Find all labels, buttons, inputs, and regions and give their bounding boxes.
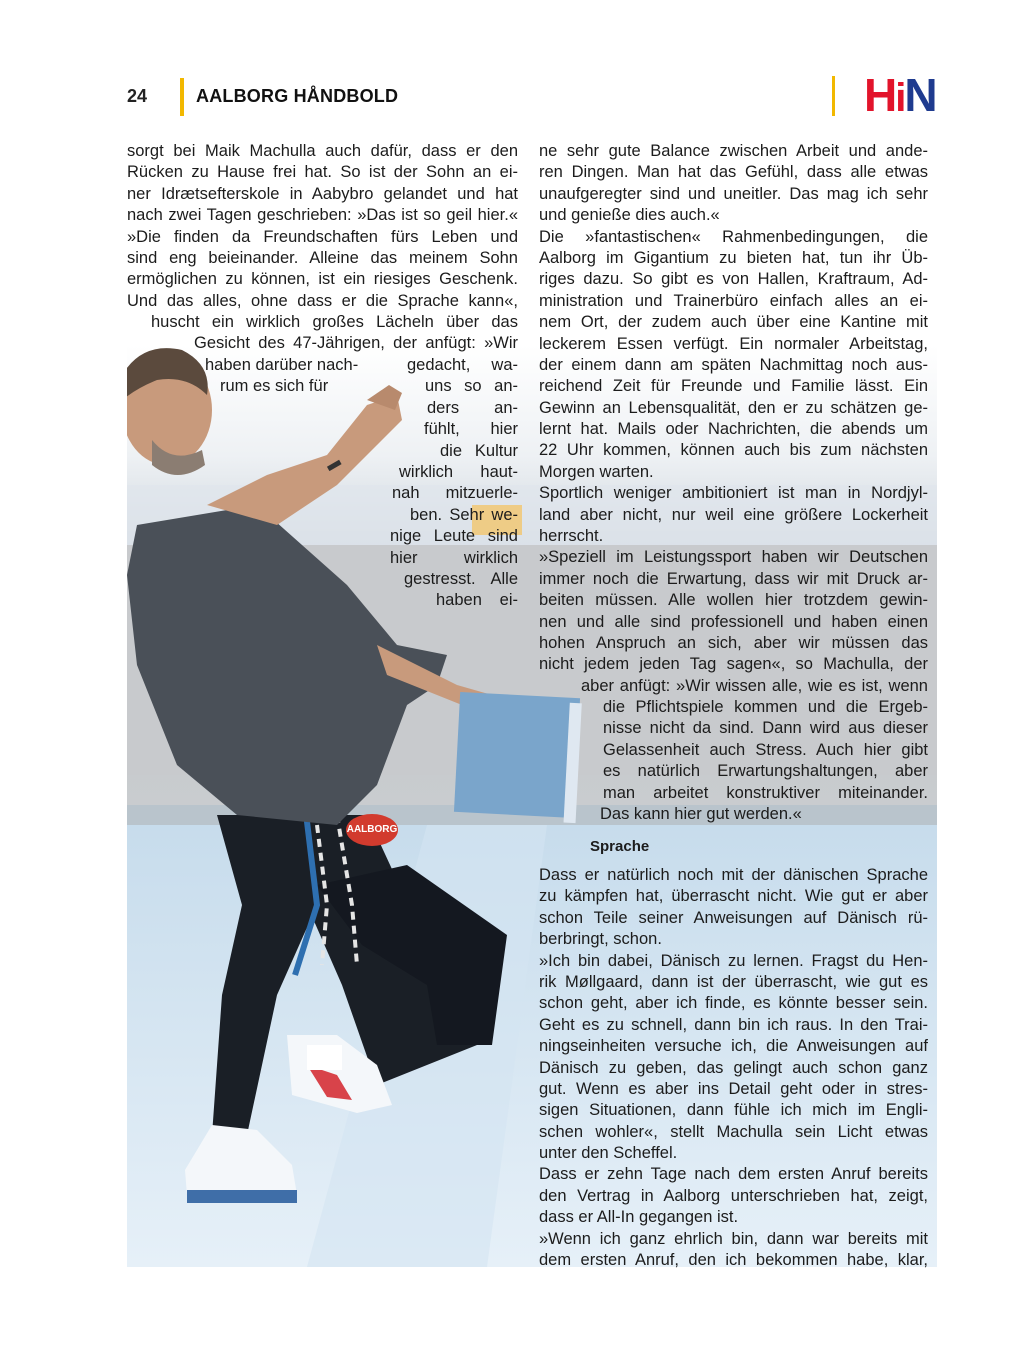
- text-line: Morgen warten.: [539, 462, 654, 481]
- left-column-wrap-b-lines: [380, 355, 518, 612]
- text-line: aber anfügt: »Wir wissen alle, wie es ist, wenn: [581, 677, 928, 695]
- text-line: unter den Scheffel.: [539, 1144, 678, 1163]
- section-title: AALBORG HÅNDBOLD: [196, 86, 399, 106]
- text-line: 22 Uhr kommen, können auch bis zum nächsten: [539, 441, 928, 460]
- text-line: »Die finden da Freundschaften fürs Leben und: [127, 227, 518, 246]
- text-line: haben ei-: [436, 591, 518, 610]
- text-line: rik Møllgaard, dann ist der überrascht, wie gut es: [539, 972, 928, 991]
- text-line: nah mitzuerle-: [392, 484, 518, 503]
- text-line: uns so an-: [425, 377, 518, 396]
- text-line: sind eng beieinander. Alleine das meinem Sohn: [127, 248, 518, 267]
- text-line: hohen Anspruch an sich, aber wir müssen das: [539, 633, 928, 652]
- text-line: wirklich haut-: [399, 462, 518, 481]
- text-line: gestresst. Alle: [404, 569, 518, 588]
- text-line: ner Idrætsefterskole in Aabybro gelandet und hat: [127, 184, 518, 203]
- text-line: sigen Situationen, dann fühle ich mich im Engli-: [539, 1101, 928, 1120]
- text-line: fühlt, hier: [424, 420, 518, 439]
- text-line: Aalborg im Gigantium zu bieten hat, tun ihr Üb-: [539, 248, 928, 267]
- logo-divider: [832, 76, 835, 116]
- text-line: gut. Wenn es aber ins Detail geht oder in stres-: [539, 1079, 928, 1098]
- text-line: »Wenn ich ganz ehrlich bin, dann war bereits mit: [539, 1229, 928, 1248]
- text-line: ders an-: [427, 398, 518, 417]
- text-line: Gesicht des 47-Jährigen, der anfügt: »Wir: [194, 334, 518, 352]
- text-line: Die »fantastischen« Rahmenbedingungen, die: [539, 227, 928, 246]
- text-line: die Pflichtspiele kommen und die Ergeb-: [603, 698, 928, 716]
- text-line: dem ersten Anruf, den ich bekommen habe, klar,: [539, 1251, 928, 1270]
- right-column-text: [539, 141, 928, 676]
- right-column-anfuegt: [581, 676, 928, 697]
- text-line: hier wirklich: [390, 548, 518, 567]
- text-line: ningseinheiten versuche ich, die Anweisungen auf: [539, 1037, 928, 1056]
- text-line: Das kann hier gut werden.«: [600, 805, 802, 823]
- subheading-sprache: Sprache: [590, 838, 650, 855]
- text-line: Und das alles, ohne dass er die Sprache kann«,: [127, 291, 518, 310]
- text-line: ermöglichen zu können, ist ein riesiges Geschenk.: [127, 270, 518, 289]
- hin-logo: HiN: [864, 69, 936, 121]
- page-number: 24: [127, 86, 148, 106]
- text-line: nach zwei Tagen geschrieben: »Das ist so geil hier.«: [127, 206, 518, 225]
- text-line: ben. Sehr we-: [410, 505, 518, 524]
- text-line: reichend Zeit für Freunde und Familie lässt. Ein: [539, 377, 928, 396]
- text-line: schon geht, aber ich finde, es könnte besser sein.: [539, 994, 928, 1013]
- text-line: »Ich bin dabei, Dänisch zu lernen. Fragst du Hen-: [539, 951, 928, 970]
- text-line: es natürlich Erwartungshaltungen, aber: [603, 762, 928, 781]
- shirt-badge: AALBORG: [346, 824, 398, 835]
- text-line: Gelassenheit auch Stress. Auch hier gibt: [603, 740, 928, 759]
- left-column-text: [127, 141, 518, 312]
- left-column-text-wrap-2: [194, 333, 518, 354]
- text-line: huscht ein wirklich großes Lächeln über das: [151, 313, 518, 331]
- text-line: lernt hat. Mails oder Nachrichten, die abends um: [539, 420, 928, 439]
- text-line: sorgt bei Maik Machulla auch dafür, dass er den: [127, 142, 518, 160]
- text-line: schon Teile seiner Anweisungen auf Dänisch rü-: [539, 908, 928, 927]
- right-column-indent-last: [600, 804, 928, 825]
- text-line: nige Leute sind: [390, 527, 518, 546]
- text-line: Geht es zu schnell, dann bin ich raus. In den Trai-: [539, 1015, 928, 1034]
- text-line: rum es sich für: [220, 377, 329, 396]
- text-line: ministration und Trainerbüro einfach alles an ei-: [539, 291, 928, 310]
- text-line: Dänisch zu geben, das gelingt auch schon ganz: [539, 1058, 928, 1077]
- left-column-text-wrap-1: [151, 312, 518, 333]
- text-line: die Kultur: [440, 441, 518, 460]
- text-line: land aber nicht, nur weil eine größere Lockerheit: [539, 505, 928, 524]
- text-line: und genieße dies auch.«: [539, 206, 720, 225]
- text-line: berbringt, schon.: [539, 930, 662, 949]
- right-column-indent-text: [603, 697, 928, 804]
- text-line: man arbeitet konstruktiver miteinander.: [603, 783, 928, 802]
- text-line: haben darüber nach-: [205, 356, 359, 374]
- header-divider: [180, 78, 184, 116]
- text-line: Dass er natürlich noch mit der dänischen Sprache: [539, 866, 928, 884]
- left-column-wrap-a: [205, 355, 375, 398]
- text-line: zu kämpfen hat, überrascht nicht. Wie gut er aber: [539, 887, 928, 906]
- text-line: der einem dann am späten Nachmittag noch aus-: [539, 355, 928, 374]
- text-line: nem Ort, der zudem auch über eine Kantine mit: [539, 313, 928, 332]
- text-line: leckerem Essen verfügt. Ein normaler Arbeitstag,: [539, 334, 928, 353]
- text-line: nen und alle sind professionell und haben einen: [539, 612, 928, 631]
- text-line: herrscht.: [539, 527, 604, 546]
- text-line: immer noch die Erwartung, dass wir mit Druck ar-: [539, 569, 928, 588]
- text-line: ren Dingen. Man hat das Gefühl, dass alle etwas: [539, 163, 928, 182]
- text-line: Rücken zu Hause frei hat. So ist der Sohn an ei-: [127, 163, 518, 182]
- text-line: dass er All-In gegangen ist.: [539, 1208, 739, 1227]
- text-line: den Vertrag in Aalborg unterschrieben hat, zeigt,: [539, 1186, 928, 1205]
- text-line: nisse nicht da sind. Dann wird aus dieser: [603, 719, 928, 738]
- text-line: »Speziell im Leistungssport haben wir Deutschen: [539, 548, 928, 567]
- text-line: unaufgeregter sind und uneitler. Das mag ich sehr: [539, 184, 928, 203]
- text-line: beiten müssen. Alle wollen hier trotzdem gewin-: [539, 591, 928, 610]
- text-line: Gewinn an Lebensqualität, den er zu schätzen ge-: [539, 398, 928, 417]
- text-line: Sportlich weniger ambitioniert ist man in Nordjyl-: [539, 484, 928, 503]
- text-line: ne sehr gute Balance zwischen Arbeit und ande-: [539, 142, 928, 160]
- text-line: schen wohler«, stellt Machulla sein Licht etwas: [539, 1122, 928, 1141]
- text-line: gedacht, wa-: [407, 356, 518, 374]
- right-column-bottom-text: [539, 865, 928, 1271]
- text-line: riges dazu. So gibt es von Hallen, Kraftraum, Ad-: [539, 270, 928, 289]
- text-line: nicht jedem jeden Tag sagen«, so Machulla, der: [539, 655, 928, 674]
- text-line: Dass er zehn Tage nach dem ersten Anruf bereits: [539, 1165, 928, 1184]
